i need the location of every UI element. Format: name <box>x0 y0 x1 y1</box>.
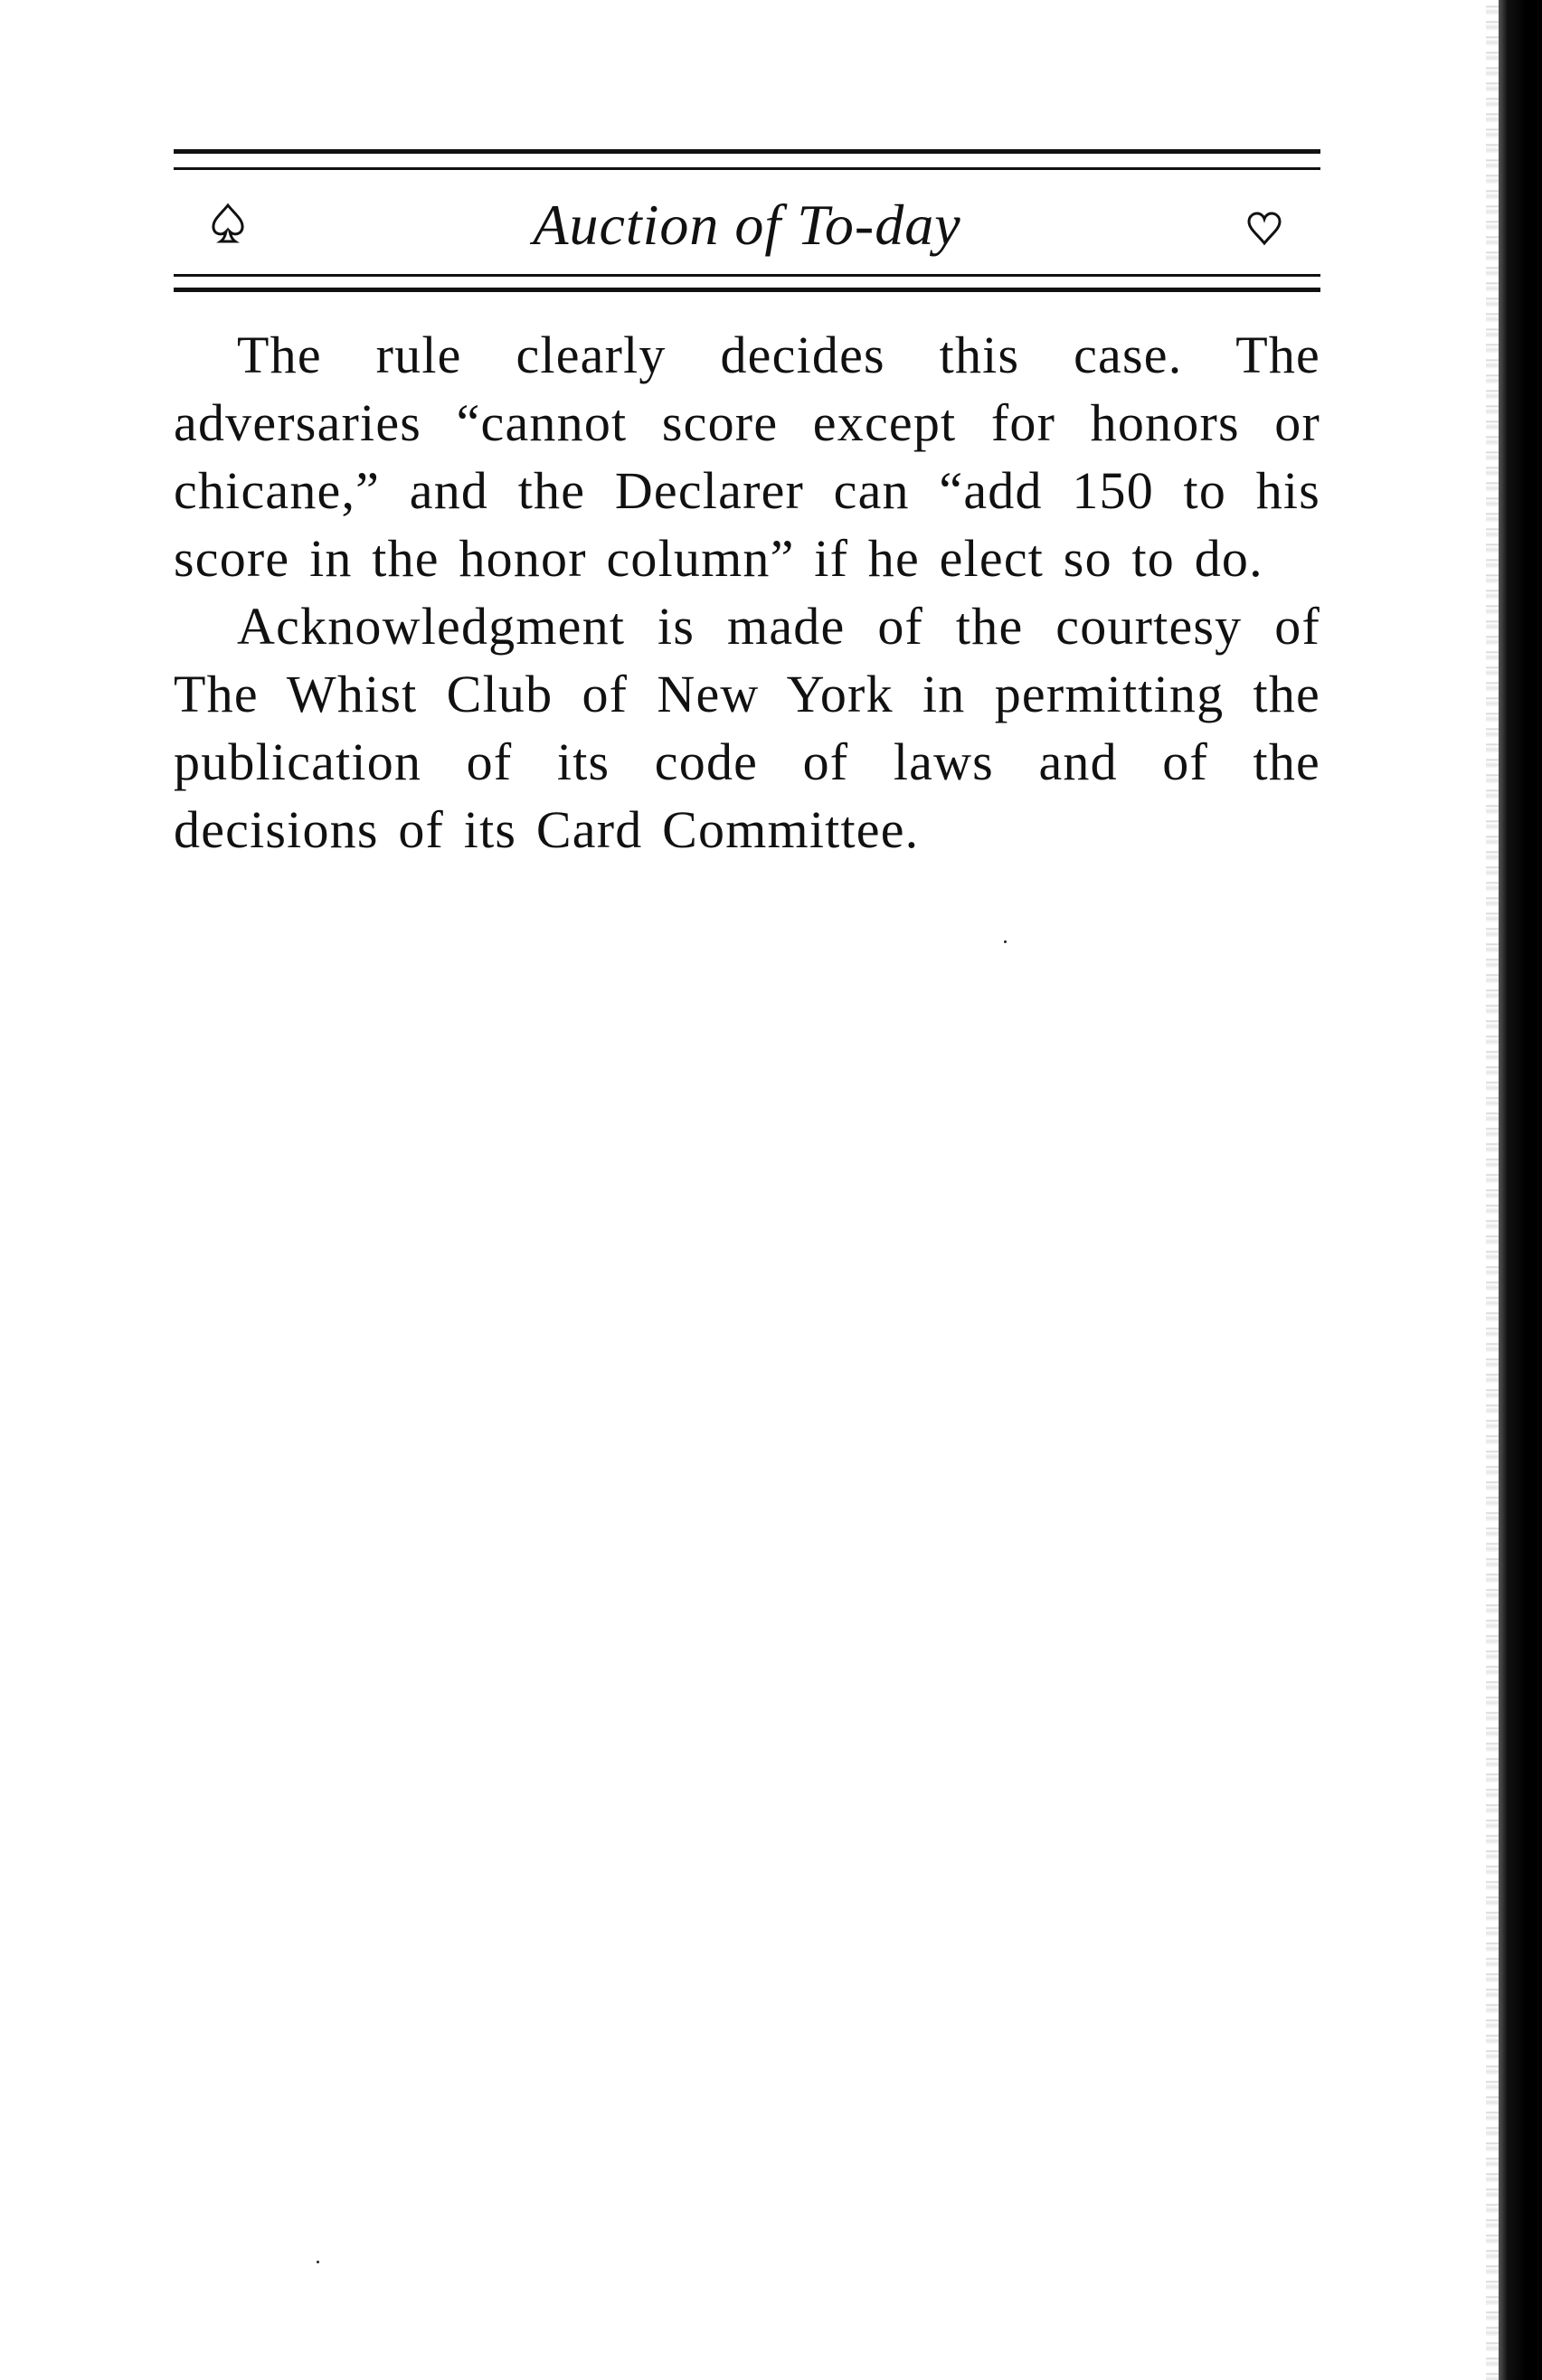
header-rule-bottom-thick <box>174 288 1320 292</box>
running-head <box>174 185 1320 271</box>
body-text <box>174 321 1320 864</box>
header-rule-top-thick <box>174 149 1320 154</box>
header-rule-bottom-thin <box>174 274 1320 277</box>
running-head-title: Auction of To-day <box>533 193 961 257</box>
header-rule-top-thin <box>174 167 1320 170</box>
heart-outline-icon <box>1246 211 1282 247</box>
paragraph-decision: The rule clearly decides this case. The adversaries “cannot score except for honors or chicane,” and the Declarer can “add 150 to his score in the honor column” if he elect so to do. <box>174 326 1320 588</box>
paragraph-acknowledgment: Acknowledgment is made of the courtesy of The Whist Club of New York in permitting the publication of its code of laws and of the decisions of its Card Committee. <box>174 597 1320 859</box>
scan-speck <box>317 2261 319 2263</box>
scan-speck <box>1004 940 1007 943</box>
page-edge-shadow <box>1499 0 1542 2380</box>
page-edge-fringe <box>1486 0 1499 2380</box>
